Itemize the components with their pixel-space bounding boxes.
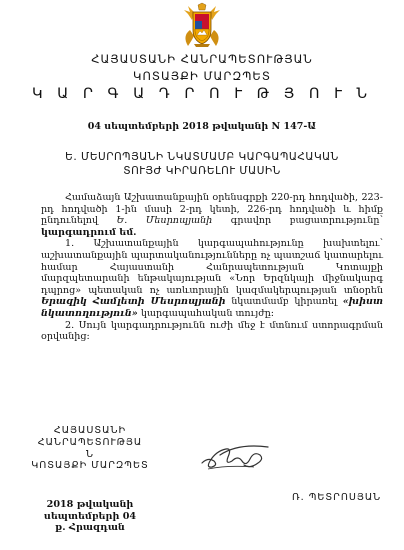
signatory-line-2: ՀԱՆՐԱՊԵՏՈՒԹՅԱ (37, 436, 143, 448)
signing-year: 2018 թվականի (46, 499, 134, 510)
signatory-line-3: Ն (86, 448, 94, 460)
item-1-text: 1. Աշխատանքային կարգապահությունը խախտելու՝ աշխատանքային պարտականությունները ոչ պատշաճ կատարելու համար Հայաստանի Հանրապետության Կոտայքի մարզպետարանի ենթակայության «Նոր Երզնկայի միջնակարգ դպրոց» պետական ոչ առևտրային կազմակերպության տնօրեն (41, 238, 383, 296)
item-2-paragraph: 2. Սույն կարգադրությունն ուժի մեջ է մտնում ստորագրման օրվանից: (41, 319, 383, 343)
item-1-person-name: Երազիկ Համլետի Մեսրոպյանի (41, 296, 226, 308)
handwritten-signature-icon (198, 435, 276, 475)
signing-day: սեպտեմբերի 04 (43, 510, 137, 522)
header-office: ԿՈՏԱՅՔԻ ՄԱՐԶՊԵՏ (133, 69, 271, 83)
document-type-heading: Կ Ա Ր Գ Ա Դ Ր Ո Ւ Թ Յ Ո Ւ Ն (31, 86, 373, 102)
title-line-2: ՏՈՒՅԺ ԿԻՐԱՌԵԼՈՒ ՄԱՍԻՆ (123, 165, 281, 177)
signatory-title (30, 425, 150, 472)
signer-name: Ռ. ՊԵՏՐՈՍՅԱՆ (292, 492, 382, 503)
preamble-order: կարգադրում եմ. (41, 226, 137, 238)
title-line-1: Ե. ՄԵՍՐՈՊՅԱՆԻ ՆԿԱՏՄԱՄԲ ԿԱՐԳԱՊԱՀԱԿԱՆ (65, 151, 339, 163)
preamble-name: Ե. Մեսրոպյանի (116, 215, 213, 227)
signatory-line-4: ԿՈՏԱՅՔԻ ՄԱՐԶՊԵՏ (31, 460, 149, 472)
preamble-text: Համաձայն Աշխատանքային օրենսգրքի 220-րդ հոդվածի, 223-րդ հոդվածի 1-ին մասի 2-րդ կետի, 226-րդ հոդվածի և հիմք ընդունելով (41, 192, 383, 227)
preamble-paragraph (41, 192, 383, 238)
item-1-text-2: նկատմամբ կիրառել (231, 296, 338, 308)
document-body (41, 192, 383, 343)
document-date-number: 04 սեպտեմբերի 2018 թվականի N 147-Ա (87, 121, 317, 132)
item-1-penalty: «խիստ նկատողություն» (41, 296, 383, 319)
item-1-paragraph (41, 238, 383, 319)
preamble-text-2: գրավոր բացատրությունը՝ (230, 215, 383, 227)
signing-place: ք. Հրազդան (55, 522, 125, 534)
header-country: ՀԱՅԱՍՏԱՆԻ ՀԱՆՐԱՊԵՏՈՒԹՅԱՆ (91, 52, 313, 66)
signatory-line-1: ՀԱՅԱՍՏԱՆԻ (53, 425, 127, 436)
signing-place-date (30, 499, 150, 534)
item-1-text-3: կարգապահական տույժը: (140, 307, 275, 319)
document-title (20, 150, 384, 178)
armenian-coat-of-arms-icon (180, 2, 224, 48)
